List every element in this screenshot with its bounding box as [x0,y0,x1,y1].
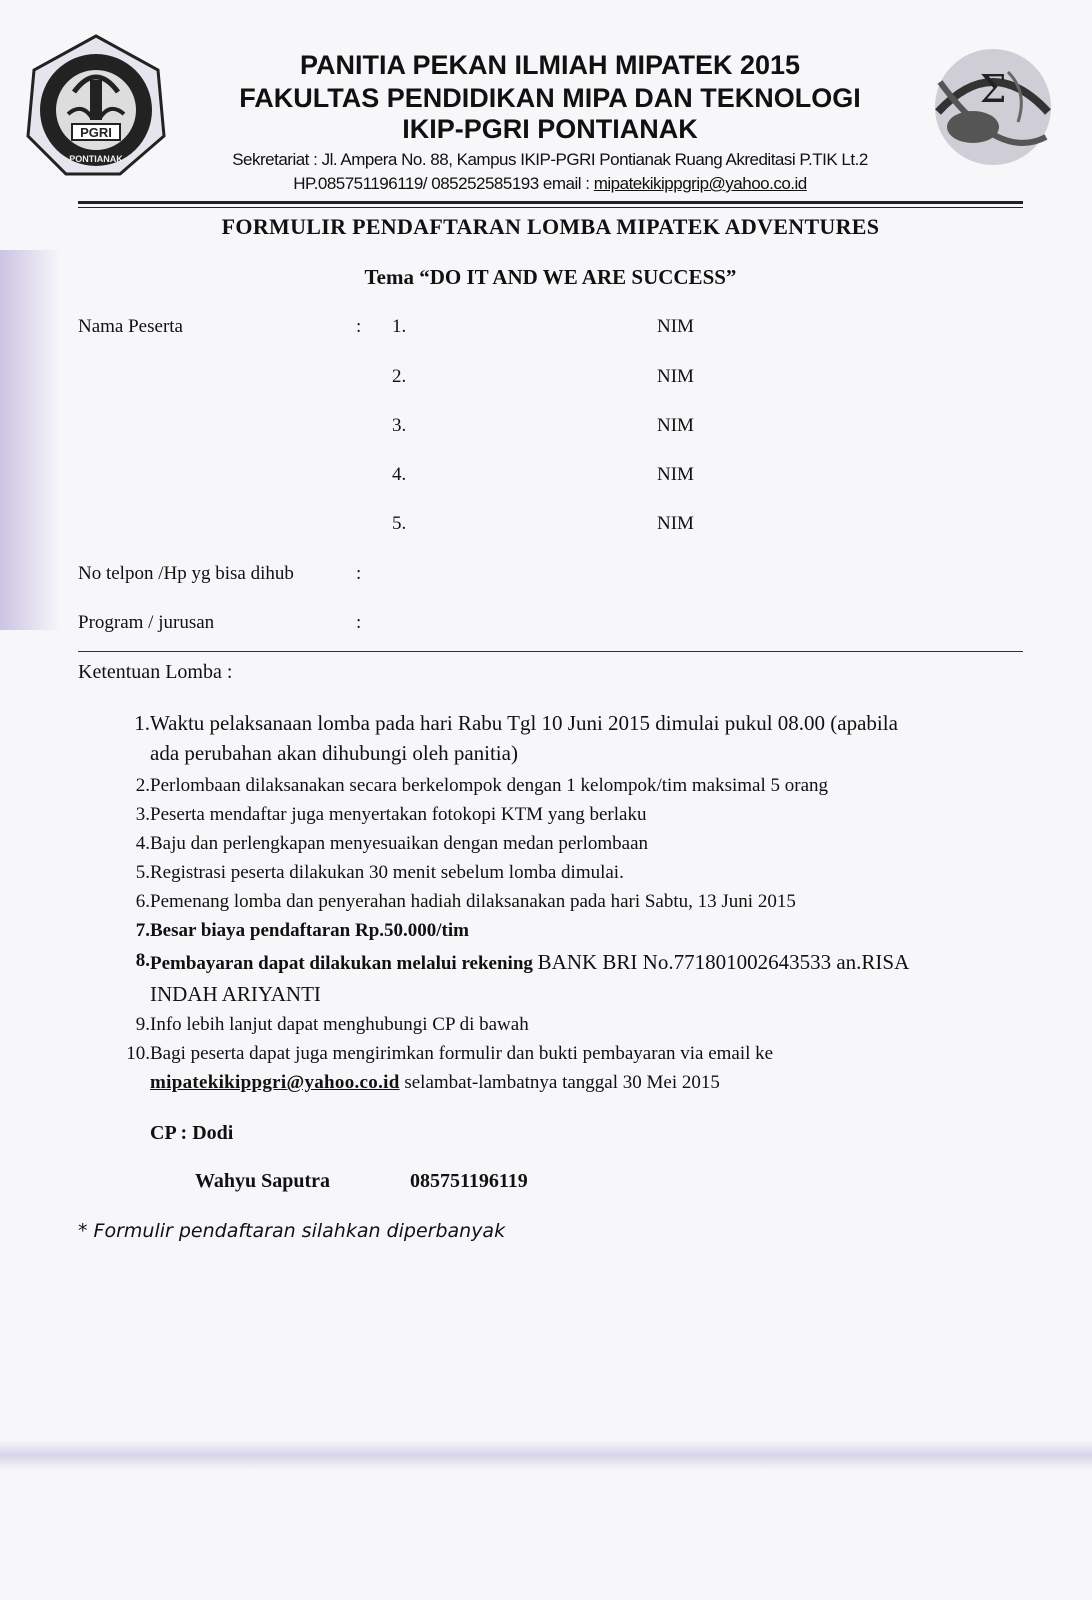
rule-9-number: 9. [135,1014,150,1035]
participant-1-number: 1. [392,316,407,337]
section-divider [78,651,1023,652]
rule-4-text: Baju dan perlengkapan menyesuaikan dengan medan perlombaan [150,833,649,854]
participant-4-number: 4. [392,464,407,485]
rule-6-text: Pemenang lomba dan penyerahan hadiah dilaksanakan pada hari Sabtu, 13 Juni 2015 [150,891,796,912]
rule-8-number: 8. [135,950,150,971]
rule-2-text: Perlombaan dilaksanakan secara berkelompok dengan 1 kelompok/tim maksimal 5 orang [150,775,828,796]
rule-3-number: 3. [135,804,150,825]
logo-left-ring-label: PONTIANAK [69,154,123,164]
contact-name: Wahyu Saputra [195,1170,331,1192]
rule-10-text-cont [150,1072,720,1094]
rule-8-text-a: Pembayaran dapat dilakukan melalui rekening [150,953,538,974]
phone-colon: : [356,563,362,584]
contact-person-label: CP : Dodi [150,1122,234,1144]
logo-left-label: PGRI [80,125,112,140]
rule-1-number: 1. [134,711,150,735]
rule-5-text: Registrasi peserta dilakukan 30 menit sebelum lomba dimulai. [150,862,624,883]
participant-3-number: 3. [392,415,407,436]
rule-8-text [150,950,909,975]
rule-8-text-cont: INDAH ARIYANTI [150,982,321,1006]
form-theme: Tema “DO IT AND WE ARE SUCCESS” [364,265,737,289]
header-faculty: FAKULTAS PENDIDIKAN MIPA DAN TEKNOLOGI [239,83,861,113]
participant-5-nim-label: NIM [657,513,694,534]
rule-3-text: Peserta mendaftar juga menyertakan fotokopi KTM yang berlaku [150,804,647,825]
program-label: Program / jurusan [78,612,215,633]
participant-5-number: 5. [392,513,407,534]
participant-2-number: 2. [392,366,407,387]
program-colon: : [356,612,362,633]
rule-7-number: 7. [135,920,150,941]
header-institution: IKIP-PGRI PONTIANAK [402,114,698,144]
header-email-link[interactable]: mipatekikippgrip@yahoo.co.id [593,174,807,193]
participant-3-nim-label: NIM [657,415,694,436]
scan-shadow-bottom [0,1440,1092,1470]
header-rule-thin [78,207,1023,208]
rule-6-number: 6. [135,891,150,912]
header-contact-phones: HP.085751196119/ 085252585193 email : [293,174,594,193]
sigma-symbol: Σ [979,67,1007,111]
header-address: Sekretariat : Jl. Ampera No. 88, Kampus IKIP-PGRI Pontianak Ruang Akreditasi P.TIK Lt.2 [232,150,868,169]
rule-10-deadline: selambat-lambatnya tanggal 30 Mei 2015 [399,1072,720,1093]
rule-7-text: Besar biaya pendaftaran Rp.50.000/tim [150,920,469,941]
mipatek-logo [918,42,1068,172]
rule-5-number: 5. [135,862,150,883]
participant-4-nim-label: NIM [657,464,694,485]
participant-colon: : [356,316,362,337]
rule-2-number: 2. [135,775,150,796]
rules-title: Ketentuan Lomba : [78,661,233,683]
registration-email-link[interactable]: mipatekikippgri@yahoo.co.id [150,1072,400,1093]
rule-8-text-b: BANK BRI No.771801002643533 an.RISA [537,950,910,974]
rule-1-text: Waktu pelaksanaan lomba pada hari Rabu Tgl 10 Juni 2015 dimulai pukul 08.00 (apabila [150,711,898,735]
participant-1-nim-label: NIM [657,316,694,337]
form-title: FORMULIR PENDAFTARAN LOMBA MIPATEK ADVENTURES [221,214,880,239]
scan-shadow-left [0,250,60,630]
header-rule-thick [78,201,1023,204]
ikip-pgri-logo [22,32,170,180]
rule-1-text-cont: ada perubahan akan dihubungi oleh panitia) [150,741,518,765]
contact-phone: 085751196119 [410,1170,528,1192]
header-contact [180,174,920,194]
rule-10-number: 10. [126,1043,150,1064]
rule-4-number: 4. [135,833,150,854]
participant-2-nim-label: NIM [657,366,694,387]
footnote: * Formulir pendaftaran silahkan diperbanyak [78,1220,506,1242]
phone-label: No telpon /Hp yg bisa dihub [78,563,294,584]
participant-label: Nama Peserta [78,316,183,337]
rule-9-text: Info lebih lanjut dapat menghubungi CP di bawah [150,1014,529,1035]
rule-10-text: Bagi peserta dapat juga mengirimkan formulir dan bukti pembayaran via email ke [150,1043,774,1064]
header-committee: PANITIA PEKAN ILMIAH MIPATEK 2015 [299,50,801,80]
